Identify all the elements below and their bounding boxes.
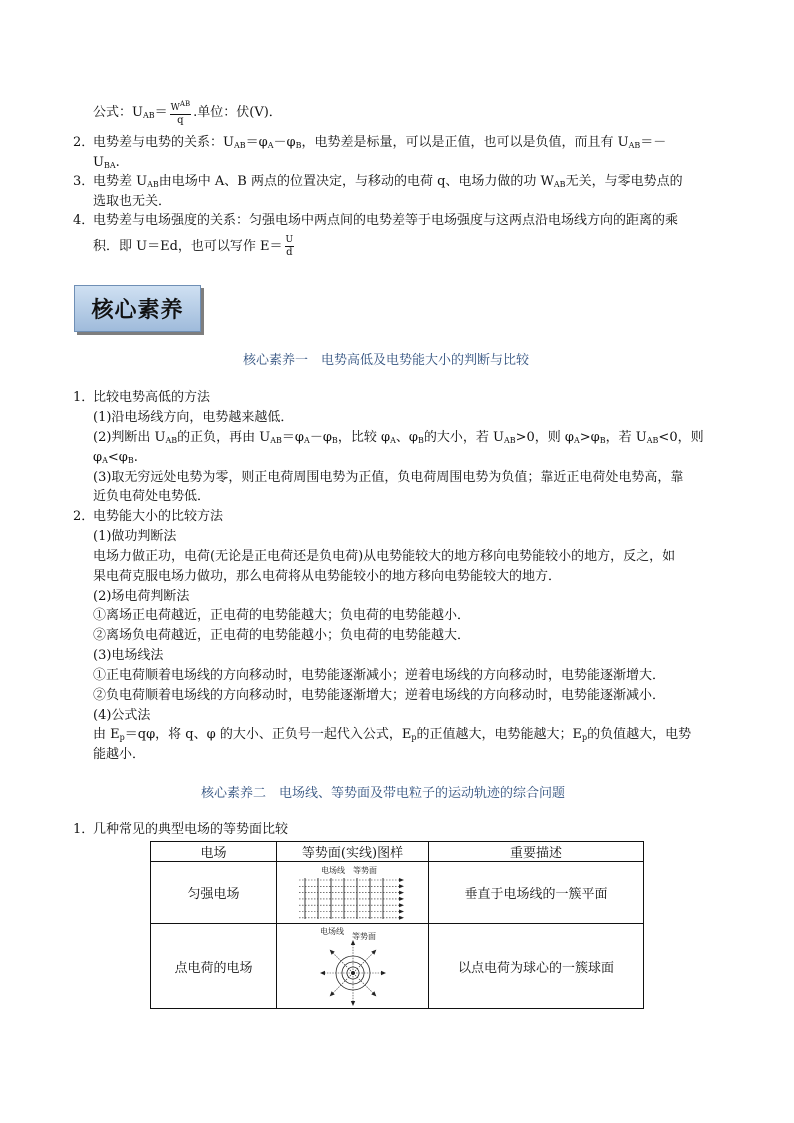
field-arrow [350, 1001, 354, 1006]
table-header: 等势面(实线)图样 [277, 842, 429, 862]
table-cell-figure [277, 924, 429, 1009]
line-method-title: (3)电场线法 [93, 648, 164, 663]
item-4-line-2: 积．即 U＝Ed，也可以写作 E＝ $\frac{U}{d}$ [93, 235, 294, 258]
item-2-line-1: 电势差与电势的关系：$U_{AB}=\varphi_A-\varphi_B$，电势差是标量，可以是正值，也可以是负值，而且有 $U_{AB}=-$ [93, 135, 667, 150]
item-3-line-1: 电势差 $U_{AB}$由电场中 A、B 两点的位置决定，与移动的电荷 q、电场力做的功 $W_{AB}$无关，与零电势点的 [93, 174, 683, 189]
equipotential-label: 等势面 [351, 932, 376, 941]
table-row [151, 862, 644, 924]
work-method-line-1: 电场力做正功，电荷(无论是正电荷还是负电荷)从电势能较大的地方移向电势能较小的地方，反之，如 [93, 549, 676, 564]
line-method-b: ②负电荷顺着电场线的方向移动时，电势能逐渐增大；逆着电场线的方向移动时，电势能逐渐减小． [93, 688, 666, 703]
field-arrow [399, 903, 404, 907]
field-arrow [399, 890, 404, 894]
formula-method-title: (4)公式法 [93, 708, 151, 723]
field-lines [299, 880, 399, 918]
method-3-line-2: 近负电荷处电势低． [93, 489, 211, 504]
item-number: 2． [73, 509, 95, 524]
equipotential-table [150, 841, 644, 1009]
field-arrow [399, 884, 404, 888]
method-1: (1)沿电场线方向，电势越来越低． [93, 410, 294, 425]
subsection-title-2: 核心素养二 电场线、等势面及带电粒子的运动轨迹的综合问题 [201, 786, 566, 801]
item-number: 2． [73, 135, 95, 150]
formula-method-line-2: 能越小． [93, 747, 146, 762]
field-arrow [371, 991, 376, 996]
method-2-line-1: (2)判断出 $U_{AB}$的正负，再由 $U_{AB}=\varphi_A-\varphi_B$，比较 $\varphi_A$、$\varphi_B$的大小，若 $U_{AB}>0$，则 $\varphi_A>\varphi_B$，若 $U_{AB}<0$，则 [93, 430, 704, 445]
equipotential-label: 等势面 [352, 865, 377, 875]
field-arrow [381, 971, 386, 975]
e-formula-fraction: $\frac{U}{d}$ [285, 235, 294, 258]
item-number: 1． [73, 822, 95, 837]
field-arrow [371, 950, 376, 955]
field-arrows [399, 878, 404, 920]
formula-fraction: $\frac{W^{AB}}{q}$ [170, 100, 191, 126]
energy-heading: 电势能大小的比较方法 [93, 509, 224, 524]
field-line-label: 电场线 [320, 865, 345, 875]
work-method-line-2: 果电荷克服电场力做功，那么电荷将从电势能较小的地方移向电势能较大的地方． [93, 569, 562, 584]
field-arrow [399, 915, 404, 919]
field-arrow [320, 971, 325, 975]
item-3-line-2: 选取也无关． [93, 194, 172, 209]
radial-field-line [331, 952, 350, 971]
item-4-line-1: 电势差与电场强度的关系：匀强电场中两点间的电势差等于电场强度与这两点沿电场线方向的距离的乘 [93, 213, 679, 228]
field-arrow [329, 950, 334, 955]
work-method-title: (1)做功判断法 [93, 529, 177, 544]
table-row [151, 924, 644, 1009]
method-heading: 比较电势高低的方法 [93, 390, 211, 405]
source-method-title: (2)场电荷判断法 [93, 589, 190, 604]
formula-method-line-1: 由 $E_p=q\varphi$，将 q、φ 的大小、正负号一起代入公式，$E_p$的正值越大，电势能越大；$E_p$的负值越大，电势 [93, 727, 692, 742]
equipotential-lines [305, 878, 383, 919]
table-cell-desc: 垂直于电场线的一簇平面 [429, 862, 644, 924]
table-header: 重要描述 [429, 842, 644, 862]
field-arrow [329, 991, 334, 996]
uniform-field-figure [293, 864, 413, 922]
field-arrow [399, 878, 404, 882]
radial-field-line [355, 975, 374, 994]
table-cell-field: 匀强电场 [151, 862, 277, 924]
table-cell-desc: 以点电荷为球心的一簇球面 [429, 924, 644, 1009]
item-number: 3． [73, 174, 95, 189]
method-2-line-2: $\varphi_A<\varphi_B$. [93, 450, 138, 465]
table-header-row [151, 842, 644, 862]
table-cell-figure [277, 862, 429, 924]
point-charge-figure [298, 925, 408, 1007]
table-header: 电场 [151, 842, 277, 862]
source-method-b: ②离场负电荷越近，正电荷的电势能越小；负电荷的电势能越大． [93, 628, 471, 643]
field-arrow [399, 896, 404, 900]
formula-line: 公式：$U_{AB}=$ $\frac{W^{AB}}{q}$ .单位：伏(V)． [93, 100, 282, 126]
source-method-a: ①离场正电荷越近，正电荷的电势能越大；负电荷的电势能越小． [93, 608, 471, 623]
table-cell-field: 点电荷的电场 [151, 924, 277, 1009]
line-method-a: ①正电荷顺着电场线的方向移动时，电势能逐渐减小；逆着电场线的方向移动时，电势能逐渐增大． [93, 668, 666, 683]
item-2-line-2: $U_{BA}$. [93, 155, 120, 170]
radial-field-line [331, 975, 350, 994]
field-arrow [399, 909, 404, 913]
field-line-label: 电场线 [319, 927, 344, 936]
comparison-heading: 几种常见的典型电场的等势面比较 [93, 822, 289, 837]
item-number: 1． [73, 390, 95, 405]
subsection-title-1: 核心素养一 电势高低及电势能大小的判断与比较 [243, 353, 530, 368]
item-number: 4． [73, 213, 95, 228]
radial-field-line [355, 952, 374, 971]
point-charge [351, 971, 355, 975]
method-3-line-1: (3)取无穷远处电势为零，则正电荷周围电势为正值，负电荷周围电势为负值；靠近正电荷处电势高，靠 [93, 470, 684, 485]
section-heading: 核心素养 [74, 285, 201, 332]
